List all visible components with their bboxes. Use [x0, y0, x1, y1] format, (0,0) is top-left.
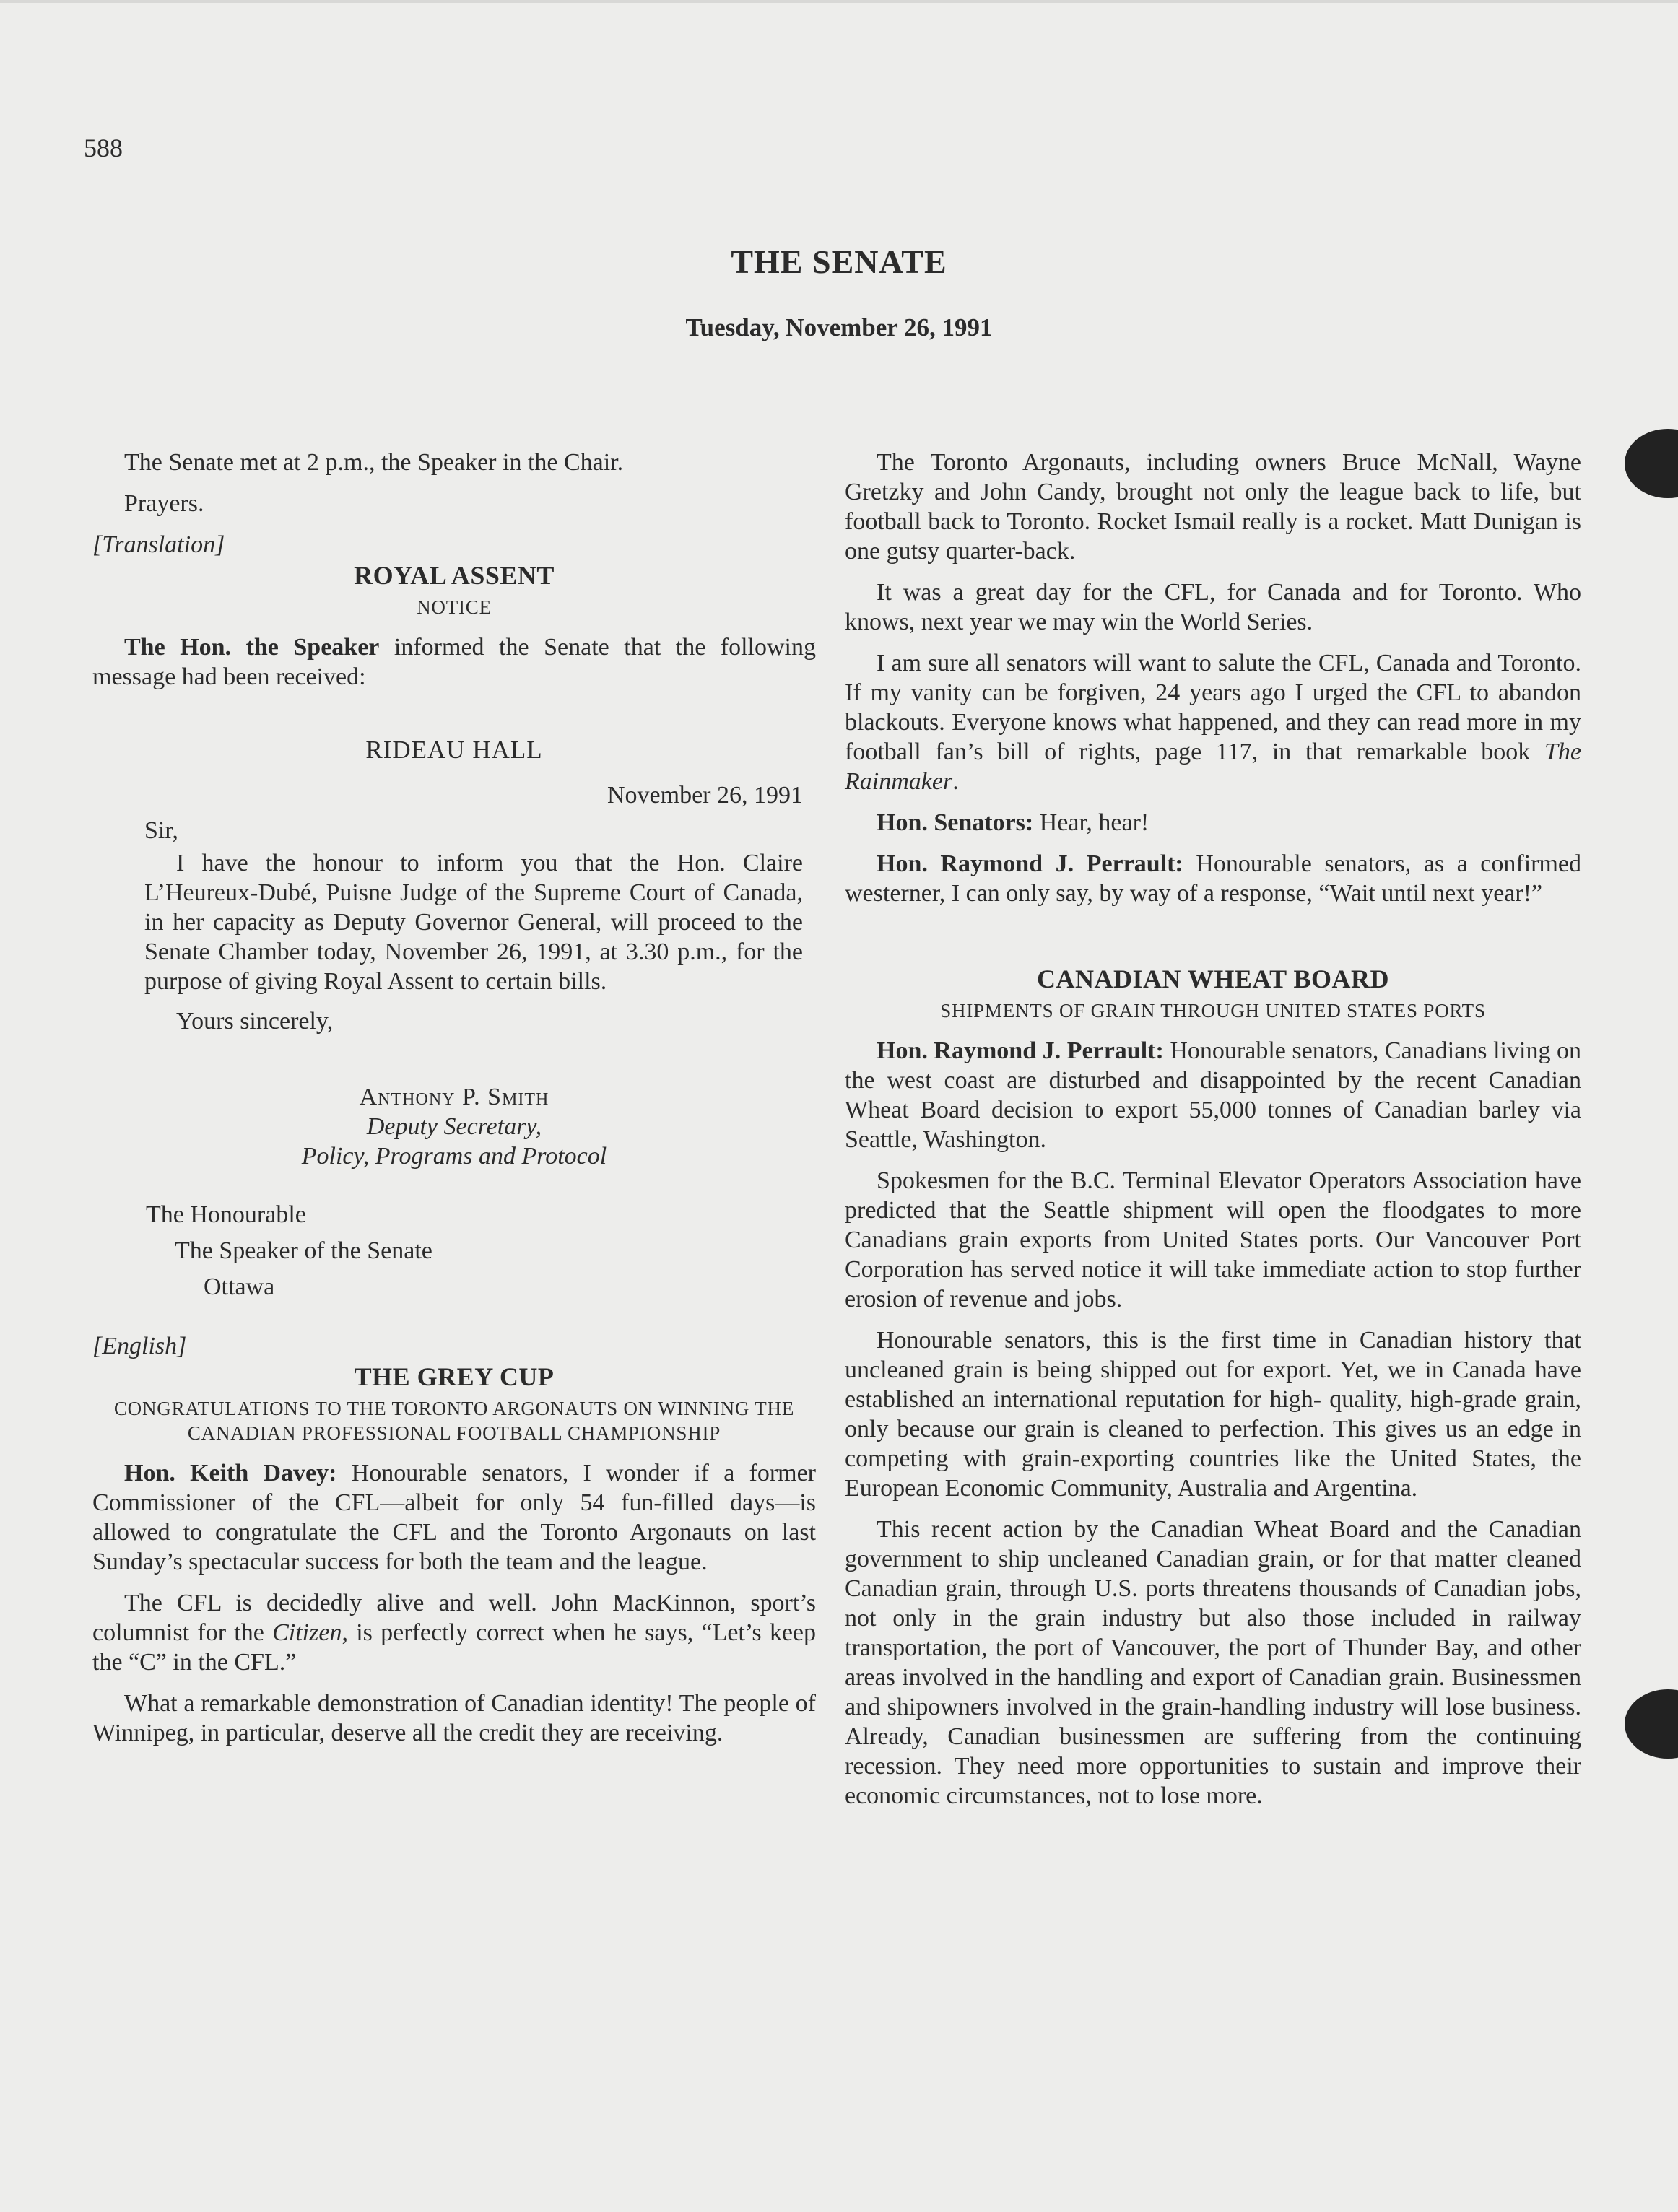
opening-line: The Senate met at 2 p.m., the Speaker in the Chair.	[124, 449, 624, 476]
letter-body	[92, 816, 816, 1036]
senators-text: Hear, hear!	[1033, 809, 1149, 836]
signatory-title-2: Policy, Programs and Protocol	[301, 1143, 607, 1170]
left-column	[92, 448, 816, 1759]
perrault-name-1: Hon. Raymond J. Perrault:	[877, 850, 1183, 877]
perrault-wheat-paragraph	[845, 1036, 1581, 1154]
address-line-1: The Honourable	[146, 1201, 306, 1228]
perrault-text-1: Honourable senators, as a confirmed westerner, I can only say, by way of a response, “Wait until next year!”	[845, 850, 1581, 907]
speaker-text: informed the Senate that the following message had been received:	[92, 634, 817, 690]
address-line-2: The Speaker of the Senate	[175, 1237, 432, 1264]
page-top-edge	[0, 0, 1678, 3]
address-block	[146, 1197, 816, 1305]
letter-salutation: Sir,	[144, 817, 178, 844]
sitting-date: Tuesday, November 26, 1991	[685, 313, 993, 341]
wheat-board-subheading: SHIPMENTS OF GRAIN THROUGH UNITED STATES PORTS	[940, 1000, 1486, 1022]
perrault-text-2: Honourable senators, Canadians living on the west coast are disturbed and disappointed by the recent Canadian Wheat Board decision to export 55,000 tonnes of Canadian barley via Seattle, Washington.	[845, 1037, 1582, 1153]
grey-cup-subheading: CONGRATULATIONS TO THE TORONTO ARGONAUTS ON WINNING THE CANADIAN PROFESSIONAL FOOTBALL CHAMPIONSHIP	[113, 1398, 795, 1444]
binder-hole-top	[1625, 429, 1678, 498]
cfl-text-2: , is perfectly correct when he says, “Let’s keep the “C” in the CFL.”	[92, 1619, 816, 1676]
letter-date: November 26, 1991	[607, 782, 803, 809]
salute-paragraph	[845, 648, 1581, 796]
salute-text-1: I am sure all senators will want to salute the CFL, Canada and Toronto. If my vanity can be forgiven, 24 years ago I urged the CFL to abandon blackouts. Everyone knows what happened, and they can read more in my football fan’s bill of rights, page 117, in that remarkable book	[845, 650, 1581, 765]
english-label: [English]	[92, 1333, 187, 1359]
recent-action-paragraph: This recent action by the Canadian Wheat Board and the Canadian government to ship uncleaned Canadian grain, or for that matter cleaned Canadian grain, through U.S. ports threatens thousands of Canadian jobs, not only in the grain industry but also those included in railway transportation, the port of Vancouver, the port of Thunder Bay, and other areas involved in the handling and export of Canadian grain. Businessmen and shipowners involved in the grain-handling industry will lose business. Already, Canadian businessmen are suffering from the continuing recession. They need more opportunities to sustain and improve their economic circumstances, not to lose more.	[845, 1516, 1581, 1809]
citizen-title: Citizen	[272, 1619, 342, 1646]
perrault-response-paragraph	[845, 849, 1581, 908]
davey-paragraph	[92, 1458, 816, 1577]
senators-response	[845, 808, 1581, 837]
letter-paragraph: I have the honour to inform you that the Hon. Claire L’Heureux-Dubé, Puisne Judge of the Supreme Court of Canada, in her capacity as Deputy Governor General, will proceed to the Senate Chamber today, November 26, 1991, at 3.30 p.m., for the purpose of giving Royal Assent to certain bills.	[144, 850, 803, 995]
grey-cup-heading: THE GREY CUP	[354, 1362, 555, 1391]
salute-text-2: .	[952, 768, 959, 795]
argonauts-paragraph: The Toronto Argonauts, including owners Bruce McNall, Wayne Gretzky and John Candy, brought not only the league back to life, but football back to Toronto. Rocket Ismail really is a rocket. Matt Dunigan is one gutsy quarter-back.	[845, 449, 1581, 565]
translation-label: [Translation]	[92, 531, 225, 558]
binder-hole-bottom	[1625, 1689, 1678, 1759]
cfl-paragraph	[92, 1588, 816, 1677]
signatory-name: Anthony P. Smith	[359, 1084, 549, 1110]
great-day-paragraph: It was a great day for the CFL, for Canada and for Toronto. Who knows, next year we may win the World Series.	[845, 579, 1581, 635]
page-title: THE SENATE	[731, 243, 947, 280]
prayers-line: Prayers.	[124, 490, 204, 517]
identity-paragraph: What a remarkable demonstration of Canadian identity! The people of Winnipeg, in particular, deserve all the credit they are receiving.	[92, 1690, 816, 1746]
first-time-paragraph: Honourable senators, this is the first time in Canadian history that uncleaned grain is being shipped out for export. Yet, we in Canada have established an international reputation for high- quality, high-grade grain, only because our grain is cleaned to perfection. This gives us an edge in competing with grain-exporting countries like the United States, the European Economic Community, Australia and Argentina.	[845, 1327, 1581, 1502]
signature-block	[92, 1082, 816, 1171]
senators-name: Hon. Senators:	[877, 809, 1034, 836]
signatory-title-1: Deputy Secretary,	[366, 1113, 542, 1140]
cfl-text-1: The CFL is decidedly alive and well. John MacKinnon, sport’s columnist for the	[92, 1590, 816, 1646]
wheat-board-heading: CANADIAN WHEAT BOARD	[1036, 965, 1390, 993]
address-line-3: Ottawa	[204, 1273, 275, 1300]
page-number: 588	[84, 134, 123, 162]
spokesmen-paragraph: Spokesmen for the B.C. Terminal Elevator Operators Association have predicted that the Seattle shipment will open the floodgates to more Canadians grain exports from United States ports. Our Vancouver Port Corporation has served notice it will take immediate action to stop further erosion of revenue and jobs.	[845, 1167, 1581, 1312]
perrault-name-2: Hon. Raymond J. Perrault:	[877, 1037, 1164, 1064]
rainmaker-title: The Rainmaker	[845, 739, 1581, 795]
letter-heading: RIDEAU HALL	[365, 736, 543, 764]
notice-subheading: NOTICE	[417, 596, 492, 618]
speaker-paragraph	[92, 632, 816, 692]
letter-closing: Yours sincerely,	[176, 1008, 334, 1035]
davey-text: Honourable senators, I wonder if a former Commissioner of the CFL—albeit for only 54 fun-filled days—is allowed to congratulate the CFL and the Toronto Argonauts on last Sunday’s spectacular success for both the team and the league.	[92, 1460, 816, 1575]
royal-assent-heading: ROYAL ASSENT	[354, 561, 555, 590]
davey-name: Hon. Keith Davey:	[124, 1460, 337, 1486]
speaker-name: The Hon. the Speaker	[124, 634, 380, 661]
right-column	[845, 448, 1581, 1822]
